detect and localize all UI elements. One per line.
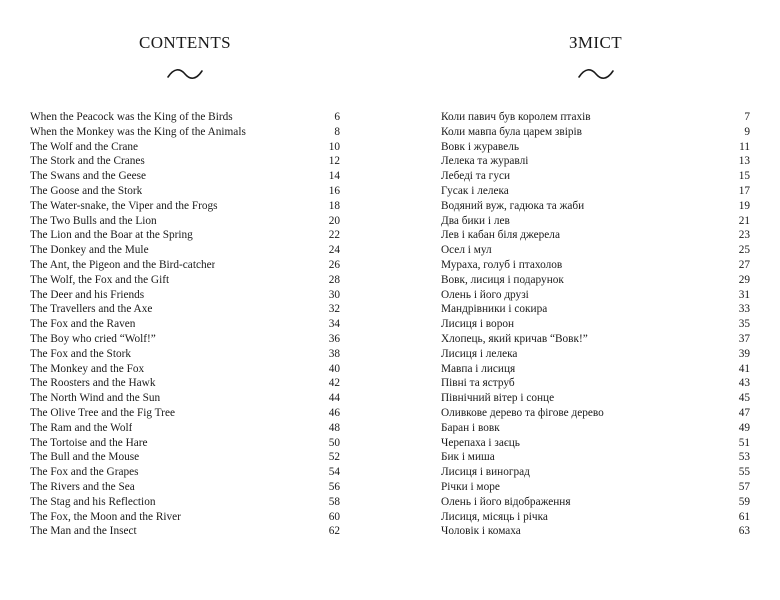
toc-entry-title: The Rivers and the Sea [30,480,135,493]
toc-entry-title: The Man and the Insect [30,525,137,538]
toc-entry-title: The Olive Tree and the Fig Tree [30,406,175,419]
toc-entry [441,214,750,229]
toc-entry-page-number: 10 [328,140,340,153]
toc-entry [30,199,340,214]
toc-entry-title: Північний вітер і сонце [441,392,555,405]
toc-entry-title: The Donkey and the Mule [30,244,149,257]
toc-entry-page-number: 8 [334,125,340,138]
toc-entry [441,110,750,125]
toc-entry-page-number: 20 [328,214,340,227]
toc-entry [441,510,750,525]
toc-entry-page-number: 60 [328,510,340,523]
toc-entry-page-number: 6 [334,111,340,123]
toc-entry [30,524,340,539]
toc-entry [441,347,750,362]
toc-entry-page-number: 31 [738,288,750,301]
toc-entry-page-number: 49 [738,421,750,434]
toc-entry-page-number: 23 [738,229,750,242]
toc-entry-title: The Fox and the Raven [30,318,136,331]
toc-entry [30,421,340,436]
toc-entry [441,228,750,243]
toc-entry-page-number: 42 [328,377,340,390]
toc-entry [441,436,750,451]
toc-entry-title: Лев і кабан біля джерела [441,229,560,242]
toc-entry-title: Баран і вовк [441,421,500,434]
toc-entry-page-number: 58 [328,495,340,508]
toc-entry [30,140,340,155]
toc-entry-page-number: 36 [328,332,340,345]
toc-entry-page-number: 39 [738,347,750,360]
toc-entry [30,273,340,288]
toc-entry-title: Черепаха і заєць [441,436,520,449]
toc-entry-page-number: 44 [328,392,340,405]
toc-entry-title: Чоловік і комаха [441,525,521,538]
toc-entry-title: Вовк, лисиця і подарунок [441,273,564,286]
toc-entry-page-number: 27 [738,258,750,271]
toc-entry [30,495,340,510]
toc-entry [441,465,750,480]
toc-entry-page-number: 40 [328,362,340,375]
toc-entry-title: Лелека та журавлі [441,155,529,168]
toc-entry-title: Річки і море [441,480,500,493]
toc-entry [441,154,750,169]
toc-entry [30,347,340,362]
toc-entry [30,302,340,317]
toc-entry-page-number: 57 [738,480,750,493]
swash-ornament-icon [577,66,615,82]
contents-heading: ЗМІСТ [568,33,623,52]
toc-entry [441,421,750,436]
toc-entry-page-number: 26 [328,258,340,271]
toc-entry-title: Вовк і журавель [441,140,519,153]
toc-entry [441,184,750,199]
toc-entry-page-number: 50 [328,436,340,449]
toc-entry-page-number: 45 [738,392,750,405]
toc-entry-page-number: 37 [738,332,750,345]
contents-heading: CONTENTS [139,33,231,52]
toc-entry-title: The Water-snake, the Viper and the Frogs [30,199,218,212]
toc-entry [30,510,340,525]
toc-entry [441,406,750,421]
toc-entry-title: Хлопець, який кричав “Вовк!” [441,332,588,345]
toc-entry-page-number: 25 [738,244,750,257]
toc-entry-page-number: 12 [328,155,340,168]
toc-entry-title: Два бики і лев [441,214,510,227]
toc-entry [30,169,340,184]
toc-entry [441,140,750,155]
toc-entry [30,317,340,332]
toc-entry-page-number: 52 [328,451,340,464]
toc-entry-page-number: 38 [328,347,340,360]
toc-entry-title: Коли павич був королем птахів [441,111,591,123]
toc-entry [30,214,340,229]
contents-list [441,110,750,539]
toc-entry-title: Оливкове дерево та фігове дерево [441,406,604,419]
toc-entry-page-number: 9 [744,125,750,138]
toc-entry-title: Лисиця і виноград [441,466,530,479]
toc-entry-page-number: 63 [738,525,750,538]
toc-entry-page-number: 53 [738,451,750,464]
toc-entry [441,317,750,332]
toc-entry-title: Бик і миша [441,451,495,464]
toc-entry-title: Олень і його відображення [441,495,571,508]
toc-entry-title: The Deer and his Friends [30,288,145,301]
toc-entry-page-number: 56 [328,480,340,493]
toc-entry [30,228,340,243]
toc-entry-page-number: 17 [738,184,750,197]
toc-entry-title: The Bull and the Mouse [30,451,140,464]
toc-entry-title: The Boy who cried “Wolf!” [30,332,156,345]
toc-entry [441,302,750,317]
toc-entry [30,110,340,125]
toc-entry-title: The Ant, the Pigeon and the Bird-catcher [30,258,216,271]
toc-entry-page-number: 33 [738,303,750,316]
contents-page-english [30,0,340,600]
toc-entry-page-number: 35 [738,318,750,331]
contents-list [30,110,340,539]
toc-entry-page-number: 46 [328,406,340,419]
toc-entry [441,524,750,539]
toc-entry [30,288,340,303]
toc-entry-title: Мавпа і лисиця [441,362,516,375]
toc-entry-page-number: 16 [328,184,340,197]
toc-entry-title: The Stork and the Cranes [30,155,145,168]
toc-entry-title: The Goose and the Stork [30,184,143,197]
toc-entry [441,362,750,377]
toc-entry-page-number: 11 [739,140,750,153]
toc-entry [30,125,340,140]
toc-entry [441,376,750,391]
toc-entry-title: Лисиця, місяць і річка [441,510,548,523]
toc-entry-page-number: 59 [738,495,750,508]
toc-entry-page-number: 54 [328,466,340,479]
toc-entry [441,258,750,273]
toc-entry-page-number: 24 [328,244,340,257]
toc-entry [441,495,750,510]
toc-entry-title: Водяний вуж, гадюка та жаби [441,199,585,212]
toc-entry [30,480,340,495]
toc-entry [441,199,750,214]
toc-entry-title: Півні та яструб [441,377,515,390]
toc-entry [441,450,750,465]
toc-entry-title: The Swans and the Geese [30,170,147,183]
toc-entry [441,169,750,184]
toc-entry-title: When the Monkey was the King of the Animals [30,125,246,138]
toc-entry-page-number: 48 [328,421,340,434]
toc-entry [30,332,340,347]
toc-entry-title: Гусак і лелека [441,184,509,197]
toc-entry-title: The Fox and the Grapes [30,466,139,479]
toc-entry-title: The Wolf, the Fox and the Gift [30,273,170,286]
toc-entry-page-number: 47 [738,406,750,419]
toc-entry-page-number: 7 [744,111,750,123]
toc-entry-title: The Fox, the Moon and the River [30,510,181,523]
toc-entry-title: Лебеді та гуси [441,170,511,183]
toc-entry [30,391,340,406]
toc-entry [30,450,340,465]
toc-entry-title: The Roosters and the Hawk [30,377,156,390]
toc-entry-title: The North Wind and the Sun [30,392,161,405]
toc-entry [30,243,340,258]
toc-entry-title: Осел і мул [441,244,492,257]
toc-entry [30,465,340,480]
toc-entry-title: The Stag and his Reflection [30,495,156,508]
toc-entry-page-number: 22 [328,229,340,242]
toc-entry-page-number: 28 [328,273,340,286]
toc-entry-page-number: 30 [328,288,340,301]
toc-entry-title: Лисиця і лелека [441,347,518,360]
toc-entry-title: The Two Bulls and the Lion [30,214,157,227]
toc-entry [441,243,750,258]
toc-entry-title: When the Peacock was the King of the Birds [30,111,233,123]
toc-entry-title: Олень і його друзі [441,288,529,301]
toc-entry [30,436,340,451]
toc-entry-page-number: 62 [328,525,340,538]
toc-entry [441,273,750,288]
toc-entry [30,258,340,273]
toc-entry [30,406,340,421]
toc-entry-title: Лисиця і ворон [441,318,515,331]
toc-entry [30,376,340,391]
toc-entry-title: The Lion and the Boar at the Spring [30,229,193,242]
swash-ornament-icon [166,66,204,82]
toc-entry-title: The Wolf and the Crane [30,140,139,153]
toc-entry-page-number: 34 [328,318,340,331]
toc-entry-page-number: 19 [738,199,750,212]
toc-entry [30,362,340,377]
toc-entry-title: The Monkey and the Fox [30,362,145,375]
toc-entry-page-number: 21 [738,214,750,227]
toc-entry-title: The Tortoise and the Hare [30,436,148,449]
toc-entry-title: The Travellers and the Axe [30,303,153,316]
toc-entry-page-number: 14 [328,170,340,183]
toc-entry [441,391,750,406]
toc-entry-title: Мураха, голуб і птахолов [441,258,563,271]
toc-entry-page-number: 55 [738,466,750,479]
toc-entry [441,332,750,347]
toc-entry-title: Коли мавпа була царем звірів [441,125,582,138]
toc-entry-page-number: 32 [328,303,340,316]
toc-entry-page-number: 61 [738,510,750,523]
contents-page-ukrainian [441,0,750,600]
toc-entry-page-number: 29 [738,273,750,286]
toc-entry [30,154,340,169]
toc-entry-title: Мандрівники і сокира [441,303,548,316]
toc-entry-title: The Ram and the Wolf [30,421,133,434]
toc-entry-page-number: 51 [738,436,750,449]
toc-entry [441,125,750,140]
toc-entry-title: The Fox and the Stork [30,347,132,360]
toc-entry-page-number: 41 [738,362,750,375]
toc-entry-page-number: 18 [328,199,340,212]
toc-entry [441,480,750,495]
toc-entry-page-number: 15 [738,170,750,183]
toc-entry [30,184,340,199]
toc-entry-page-number: 13 [738,155,750,168]
toc-entry-page-number: 43 [738,377,750,390]
toc-entry [441,288,750,303]
